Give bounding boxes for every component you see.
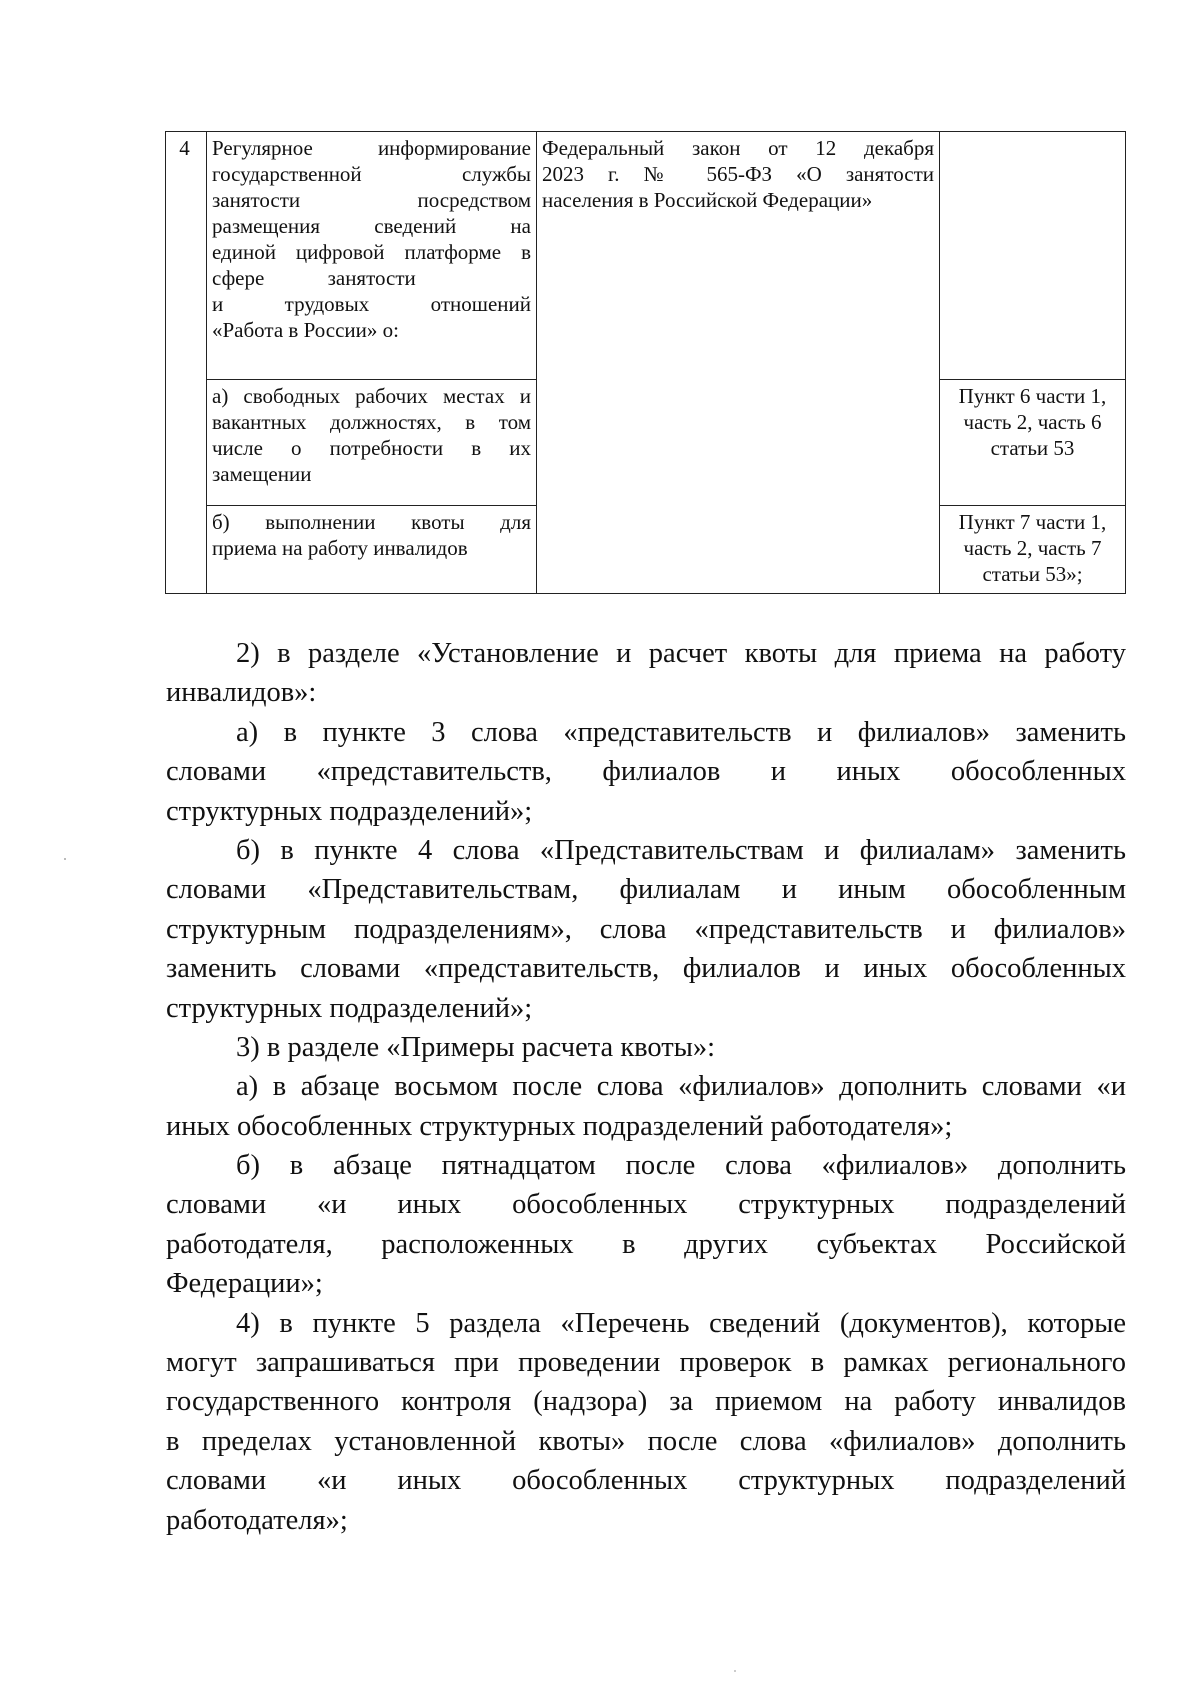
sub-item-b-reference-cell [940, 506, 1126, 594]
body-text-line: структурных подразделений»; [166, 795, 533, 827]
body-text-line: структурным подразделениям», слова «представительств и филиалов» [166, 913, 1126, 945]
body-text-line: 3) в разделе «Примеры расчета квоты»: [236, 1031, 716, 1063]
body-text-line: б) в абзаце пятнадцатом после слова «филиалов» дополнить [236, 1150, 1126, 1182]
item-title-cell [207, 132, 537, 380]
sub-item-a-line: вакантных должностях, в том [212, 410, 531, 434]
body-text-line: работодателя»; [166, 1504, 348, 1536]
body-text-line: а) в пункте 3 слова «представительств и филиалов» заменить [236, 716, 1126, 748]
item-title-line: Регулярное информирование [212, 136, 531, 160]
body-text-line: 4) в пункте 5 раздела «Перечень сведений (документов), которые [236, 1307, 1126, 1339]
body-text-line: государственного контроля (надзора) за приемом на работу инвалидов [166, 1386, 1126, 1418]
body-text-line: словами «Представительствам, филиалам и иным обособленным [166, 874, 1126, 906]
item-title-line: «Работа в России» о: [212, 318, 399, 342]
body-text-line: структурных подразделений»; [166, 992, 533, 1024]
sub-item-a-cell [207, 380, 537, 506]
sub-item-b-reference-line: часть 2, часть 7 [963, 536, 1102, 560]
sub-item-a-reference-line: Пункт 6 части 1, [958, 384, 1107, 408]
sub-item-b-reference-line: Пункт 7 части 1, [958, 510, 1107, 534]
body-text-line: словами «представительств, филиалов и иных обособленных [166, 756, 1126, 788]
sub-item-a-line: числе о потребности в их [212, 436, 531, 460]
table-row [166, 132, 1126, 380]
row-number-cell [166, 132, 207, 594]
body-text-line: словами «и иных обособленных структурных подразделений [166, 1465, 1126, 1497]
body-text-line: иных обособленных структурных подразделений работодателя»; [166, 1110, 953, 1142]
body-text-line: работодателя, расположенных в других субъектах Российской [166, 1228, 1126, 1260]
body-text-line: словами «и иных обособленных структурных подразделений [166, 1189, 1126, 1221]
sub-item-b-line: б) выполнении квоты для [212, 510, 531, 534]
law-cell [537, 132, 940, 594]
item-title-line: и трудовых отношений [212, 292, 531, 316]
sub-item-a-reference-line: статьи 53 [990, 436, 1075, 460]
item-title-line: единой цифровой платформе в [212, 240, 531, 264]
sub-item-a-reference-cell [940, 380, 1126, 506]
body-text-line: заменить словами «представительств, филиалов и иных обособленных [166, 953, 1126, 985]
sub-item-a-line: замещении [212, 462, 312, 486]
body-text-line: Федерации»; [166, 1268, 323, 1300]
item-title-line: занятости посредством [212, 188, 531, 212]
scan-speck [734, 1670, 736, 1672]
sub-item-b-cell [207, 506, 537, 594]
item-title-line: сфере занятости [212, 266, 416, 290]
body-text-line: инвалидов»: [166, 677, 317, 709]
body-text-line: в пределах установленной квоты» после слова «филиалов» дополнить [166, 1425, 1126, 1457]
sub-item-a-line: а) свободных рабочих местах и [212, 384, 531, 408]
row-number: 4 [179, 136, 190, 160]
body-text-line: 2) в разделе «Установление и расчет квоты для приема на работу [236, 638, 1126, 669]
sub-item-b-line: приема на работу инвалидов [212, 536, 468, 560]
sub-item-b-reference-line: статьи 53»; [982, 562, 1083, 586]
item-title-line: размещения сведений на [212, 214, 531, 238]
reference-cell-empty [940, 132, 1126, 380]
body-text-line: могут запрашиваться при проведении проверок в рамках регионального [166, 1347, 1126, 1379]
amendment-table [165, 131, 1126, 594]
body-text-line: б) в пункте 4 слова «Представительствам и филиалам» заменить [236, 834, 1126, 866]
law-line: населения в Российской Федерации» [542, 188, 873, 212]
sub-item-a-reference-line: часть 2, часть 6 [963, 410, 1102, 434]
law-line: Федеральный закон от 12 декабря [542, 136, 934, 160]
amendments-body-text [166, 634, 1126, 1540]
item-title-line: государственной службы [212, 162, 531, 186]
body-text-line: а) в абзаце восьмом после слова «филиалов» дополнить словами «и [236, 1071, 1126, 1103]
scan-speck [64, 858, 66, 860]
law-line: 2023 г. № 565-ФЗ «О занятости [542, 162, 934, 186]
